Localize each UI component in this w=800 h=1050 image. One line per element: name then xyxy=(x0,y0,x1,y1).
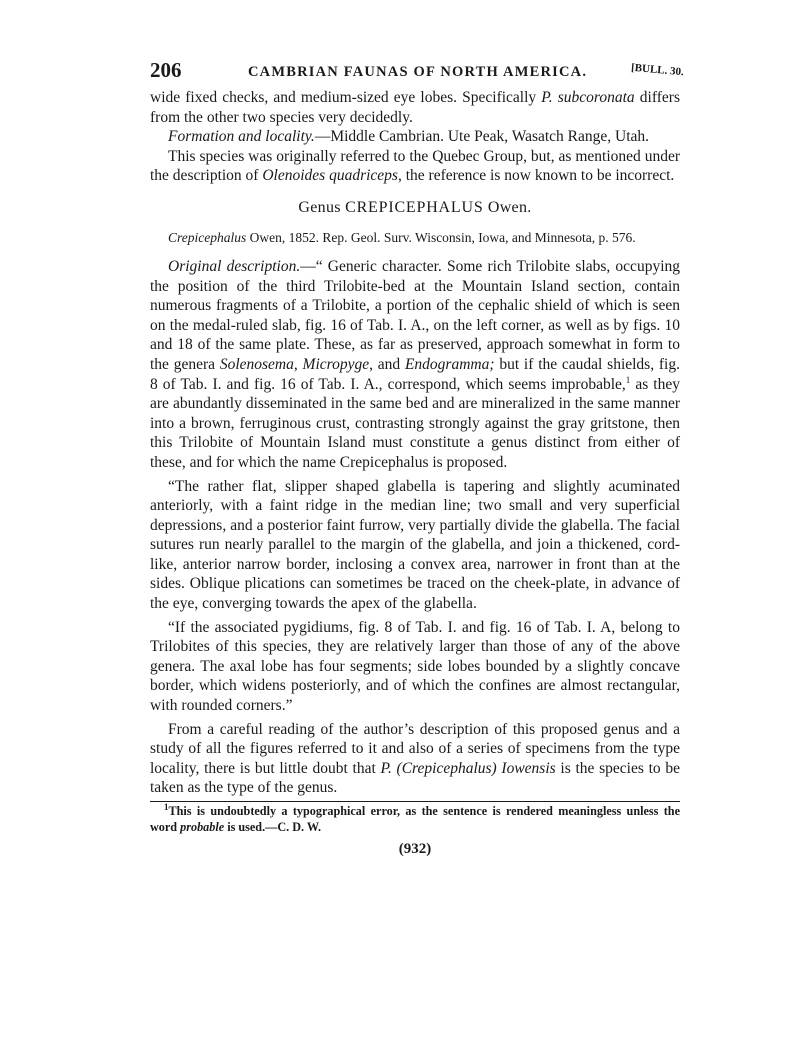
page-header xyxy=(150,58,685,88)
species-name: P. (Crepicephalus) Iowensis xyxy=(380,759,556,777)
paragraph-original-description: Original description.—“ Generic character. Some rich Trilobite slabs, occupying the position of the third Trilobite-bed at the Mountain Island section, contain numerous fragments of a Trilobite, a portion of the cephalic shield of which is seen on the medal-ruled slab, fig. 16 of Tab. I. A., on the left corner, as well as by figs. 10 and 18 of the same plate. These, as far as preserved, approach somewhat in form to the genera Solenosema, Micropyge, and Endogramma; but if the caudal shields, fig. 8 of Tab. I. and fig. 16 of Tab. I. A., correspond, which seems improbable,$^1$ as they are abundantly disseminated in the same bed and are mineralized in the same manner into a brown, ferruginous crust, contrasting strongly against the gray gritstone, then this Trilobite of Mountain Island must constitute a genus distinct from either of these, and for which the name Crepicephalus is proposed. xyxy=(150,257,680,471)
paragraph-quebec-group: This species was originally referred to the Quebec Group, but, as mentioned under the description of Olenoides quadriceps, the reference is now known to be incorrect. xyxy=(150,147,680,185)
bulletin-ref: [BULL. 30. xyxy=(630,61,685,79)
footnote: $^1$This is undoubtedly a typographical error, as the sentence is rendered meaningless unless the word probable is used.—C. D. W. xyxy=(150,801,680,834)
page xyxy=(150,58,685,858)
description-label: Original description. xyxy=(168,257,301,275)
paragraph-pygidiums: “If the associated pygidiums, fig. 8 of Tab. I. and fig. 16 of Tab. I. A, belong to Trilobites of this species, they are relatively larger than those of any of the above genera. The axal lobe has four segments; side lobes bounded by a slightly concave border, which widens posteriorly, and of which the confines are almost rectangular, with rounded corners.” xyxy=(150,618,680,715)
footnote-marker: 1 xyxy=(625,374,631,385)
species-name: Olenoides quadriceps xyxy=(262,167,398,185)
paragraph-species-diff: wide fixed checks, and medium-sized eye lobes. Specifically P. subcoronata differs from the other two species very decidedly. xyxy=(150,89,680,126)
page-footer-number: (932) xyxy=(398,841,432,857)
footnote-rule xyxy=(150,801,680,802)
genus-heading: Genus CREPICEPHALUS Owen. xyxy=(298,198,532,216)
formation-label: Formation and locality. xyxy=(168,128,315,146)
species-name: P. subcoronata xyxy=(541,89,635,106)
genus-name: CREPICEPHALUS xyxy=(345,198,484,216)
running-head: CAMBRIAN FAUNAS OF NORTH AMERICA. xyxy=(248,64,588,80)
paragraph-conclusion: From a careful reading of the author’s description of this proposed genus and a study of all the figures referred to it and also of a series of specimens from the type locality, there is but little doubt that P. (Crepicephalus) Iowensis is the species to be taken as the type of the genus. xyxy=(150,720,680,797)
paragraph-formation-locality: Formation and locality.—Middle Cambrian. Ute Peak, Wasatch Range, Utah. xyxy=(168,128,650,146)
genus-reference: Crepicephalus Owen, 1852. Rep. Geol. Surv. Wisconsin, Iowa, and Minnesota, p. 576. xyxy=(168,229,636,245)
paragraph-glabella: “The rather flat, slipper shaped glabella is tapering and slightly acuminated anteriorly, with a faint ridge in the median line; two small and very superficial depressions, and a posterior faint furrow, very partially divide the glabella. The facial sutures run nearly parallel to the margin of the glabella, and join a thickened, cord-like, anterior narrow border, inclosing a convex area, narrower in front than at the sides. Oblique plications can sometimes be traced on the cheek-plate, in advance of the eye, converging towards the apex of the glabella. xyxy=(150,477,680,613)
page-number: 206 xyxy=(150,58,182,82)
